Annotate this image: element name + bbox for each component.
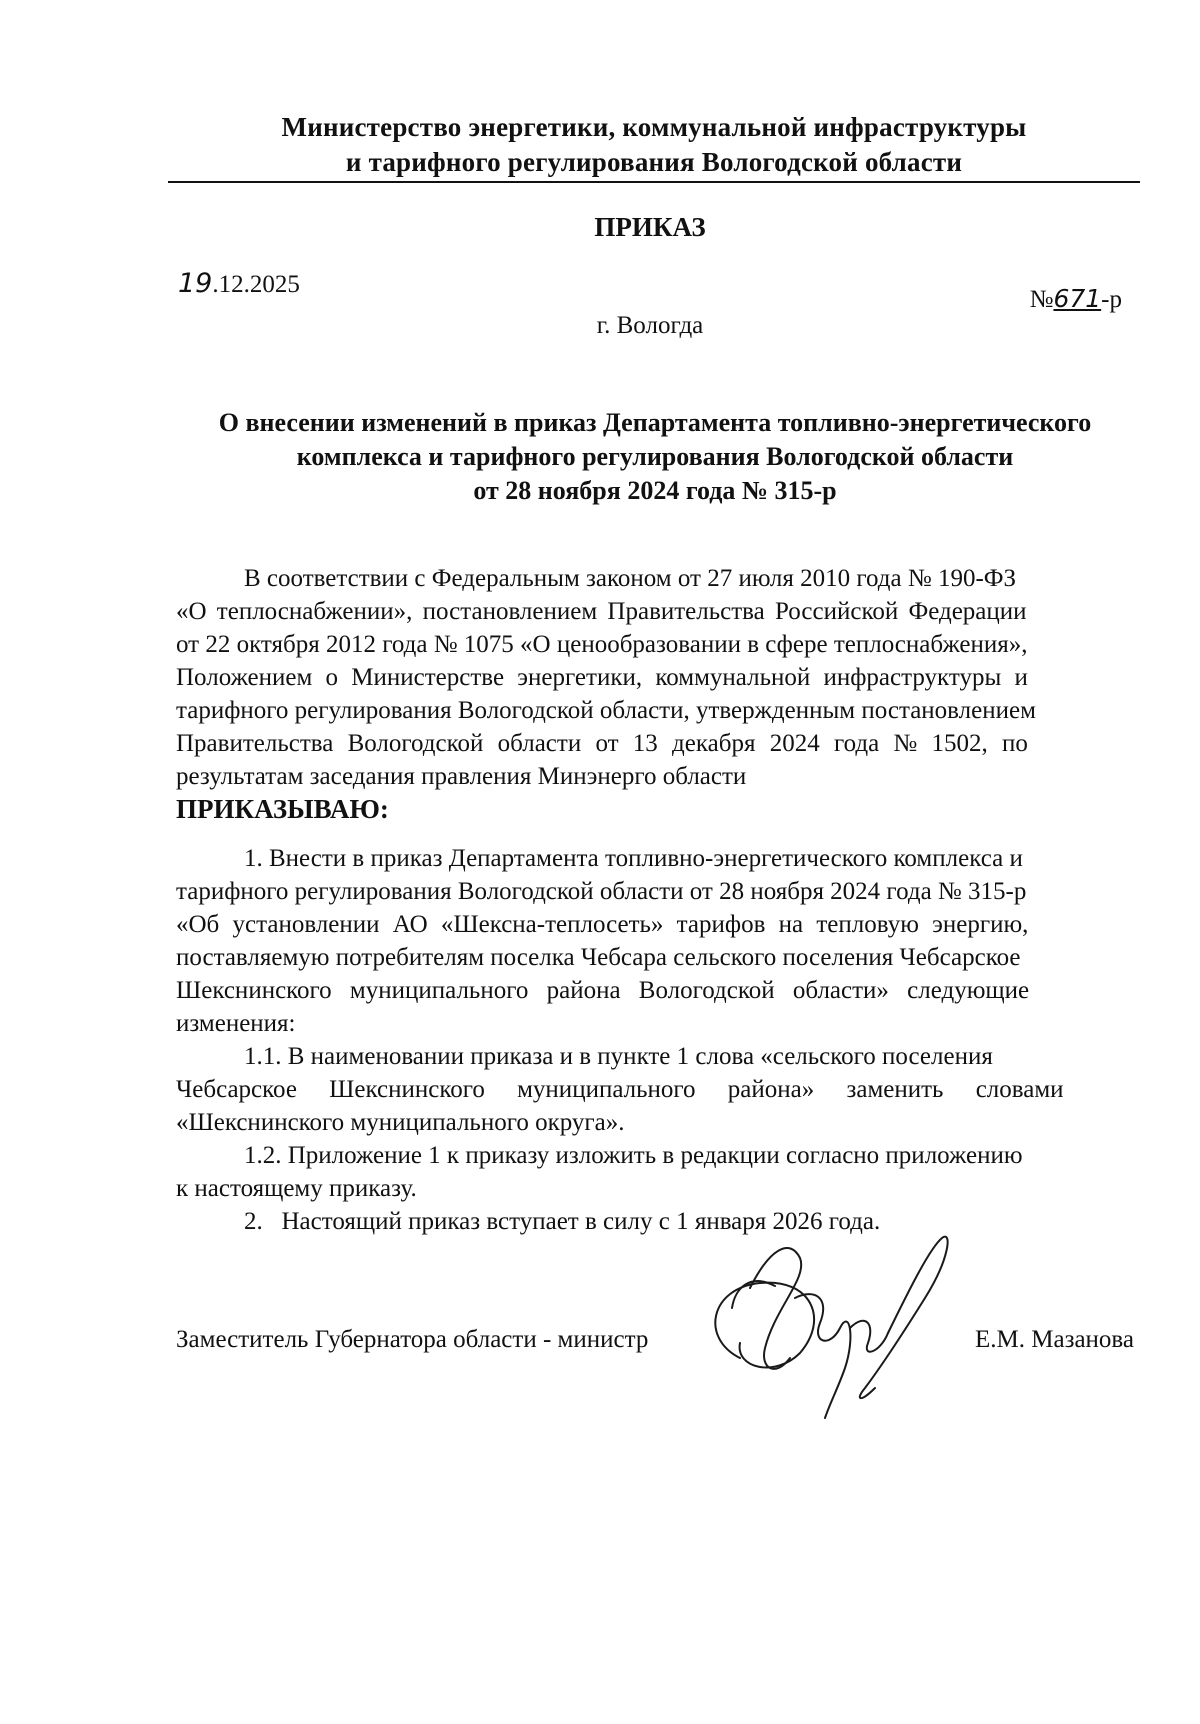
- preamble-line: «О теплоснабжении», постановлением Правительства Российской Федерации: [176, 598, 1027, 625]
- item-2: [176, 1205, 1140, 1238]
- item-line: «Шекснинского муниципального округа».: [176, 1109, 625, 1136]
- document-date: [178, 268, 300, 299]
- header-divider: [168, 181, 1140, 183]
- document-title: ПРИКАЗ: [594, 212, 706, 242]
- item-line: 1.2. Приложение 1 к приказу изложить в редакции согласно приложению: [244, 1142, 1023, 1169]
- date-rest: .12.2025: [212, 271, 300, 298]
- item-1: [176, 842, 1140, 1040]
- preamble-line: В соответствии с Федеральным законом от 27 июля 2010 года № 190-ФЗ: [244, 565, 1017, 592]
- order-keyword: ПРИКАЗЫВАЮ:: [176, 794, 389, 824]
- number-prefix: №: [1029, 286, 1054, 313]
- item-line: Чебсарское Шекснинского муниципального района» заменить словами: [176, 1076, 1064, 1103]
- number-suffix: -р: [1101, 286, 1122, 313]
- item-line: 2. Настоящий приказ вступает в силу с 1 января 2026 года.: [244, 1208, 881, 1235]
- handwritten-signature: [680, 1228, 980, 1428]
- preamble-line: Положением о Министерстве энергетики, коммунальной инфраструктуры и: [176, 664, 1028, 691]
- signatory-name: Е.М. Мазанова: [975, 1326, 1134, 1353]
- subject-line-3: от 28 ноября 2024 года № 315-р: [473, 476, 837, 505]
- item-1-2: [176, 1139, 1140, 1205]
- document-city: г. Вологда: [596, 312, 704, 339]
- item-line: Шекснинского муниципального района Вологодской области» следующие: [176, 977, 1030, 1004]
- subject-line-1: О внесении изменений в приказ Департамента топливно-энергетического: [218, 408, 1092, 437]
- preamble-line: тарифного регулирования Вологодской области, утвержденным постановлением: [176, 697, 1036, 724]
- item-line: 1. Внести в приказ Департамента топливно-энергетического комплекса и: [244, 845, 1023, 872]
- item-line: тарифного регулирования Вологодской области от 28 ноября 2024 года № 315-р: [176, 878, 1027, 905]
- signatory-title: Заместитель Губернатора области - министр: [176, 1326, 649, 1353]
- item-line: изменения:: [176, 1010, 296, 1037]
- preamble-line: результатам заседания правления Минэнерго области: [176, 763, 747, 790]
- document-number: [1030, 284, 1122, 314]
- preamble-line: от 22 октября 2012 года № 1075 «О ценообразовании в сфере теплоснабжения»,: [176, 631, 1028, 658]
- ministry-name-line-2: и тарифного регулирования Вологодской области: [345, 147, 963, 177]
- preamble-paragraph: [176, 562, 1140, 793]
- item-1-1: [176, 1040, 1140, 1139]
- ministry-name-line-1: Министерство энергетики, коммунальной инфраструктуры: [281, 112, 1027, 142]
- date-day-handwritten: 19: [178, 268, 213, 299]
- item-line: «Об установлении АО «Шексна-теплосеть» тарифов на тепловую энергию,: [176, 911, 1029, 938]
- item-line: поставляемую потребителям поселка Чебсара сельского поселения Чебсарское: [176, 944, 1021, 971]
- item-line: к настоящему приказу.: [176, 1175, 417, 1202]
- preamble-line: Правительства Вологодской области от 13 декабря 2024 года № 1502, по: [176, 730, 1028, 757]
- number-handwritten: 671: [1053, 284, 1102, 313]
- item-line: 1.1. В наименовании приказа и в пункте 1 слова «сельского поселения: [244, 1043, 993, 1070]
- subject-line-2: комплекса и тарифного регулирования Вологодской области: [296, 442, 1014, 471]
